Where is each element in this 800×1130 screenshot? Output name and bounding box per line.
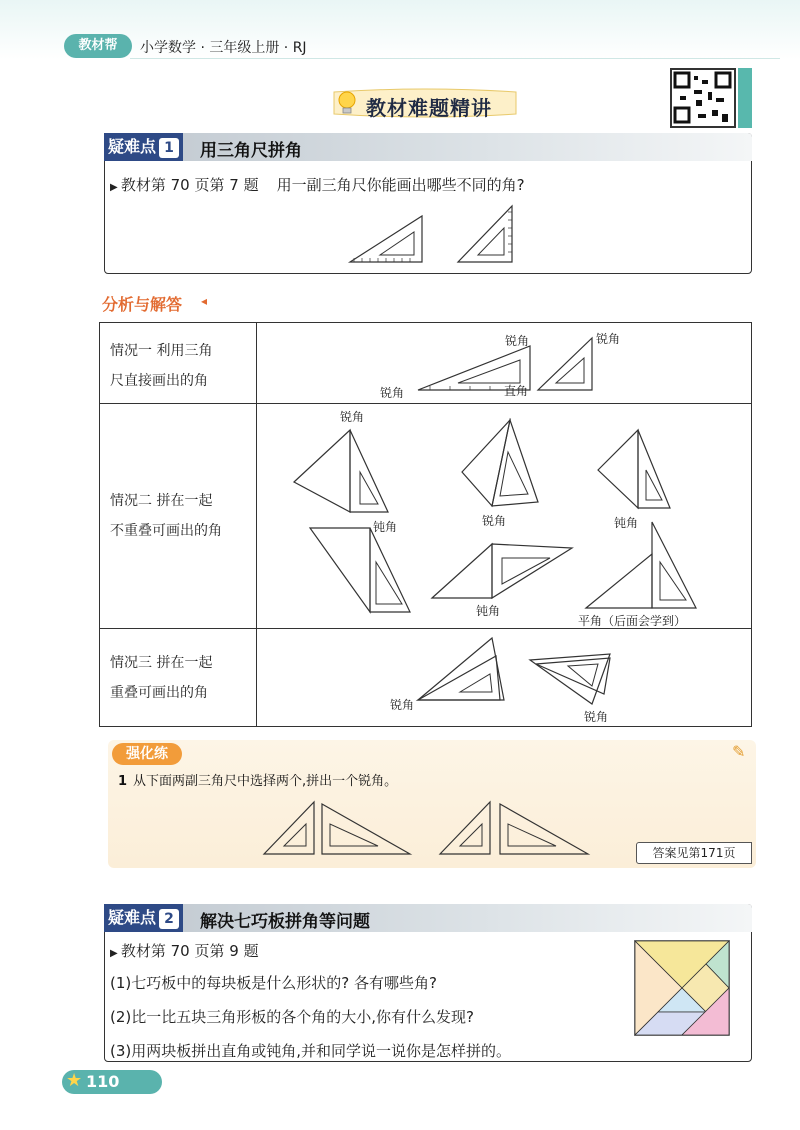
page-number: 110	[86, 1072, 120, 1091]
analysis-marker-icon: ◂	[201, 294, 208, 308]
tangram-figure	[634, 940, 730, 1036]
qr-side-strip	[738, 68, 752, 128]
header-divider	[130, 58, 780, 59]
combo-obtuse-c	[310, 528, 410, 612]
practice-question: 从下面两副三角尺中选择两个,拼出一个锐角。	[133, 774, 398, 789]
practice-set-squares-figure	[260, 796, 600, 860]
arrow-bullet-icon: ▶	[110, 948, 121, 959]
practice-question-line	[118, 770, 397, 789]
case-2-label-obtuse-c: 钝角	[476, 604, 501, 618]
case-2-label-acute-b: 锐角	[482, 514, 507, 528]
section-1-question-line	[110, 174, 525, 195]
arrow-bullet-icon: ▶	[110, 182, 121, 193]
combo-straight	[586, 522, 696, 608]
qr-code-icon[interactable]	[670, 68, 736, 128]
case-1-label	[110, 336, 250, 396]
case-1-line-1: 情况一 利用三角	[110, 343, 213, 359]
set-square-30-60	[350, 216, 422, 262]
case-1-label-acute-c: 锐角	[596, 332, 621, 346]
brand-badge: 教材帮	[64, 34, 132, 58]
case-3-line-1: 情况三 拼在一起	[110, 655, 213, 671]
case-1-label-right: 直角	[504, 384, 529, 398]
case-2-label-acute: 锐角	[340, 410, 365, 424]
case-3-label-acute-a: 锐角	[390, 698, 415, 712]
section-2-badge	[104, 904, 183, 932]
section-2-title: 解决七巧板拼角等问题	[200, 912, 370, 932]
case-3-label	[110, 648, 250, 708]
section-2-question-2: (2)比一比五块三角形板的各个角的大小,你有什么发现?	[110, 1008, 474, 1026]
section-2-badge-text: 疑难点	[108, 908, 157, 927]
set-square-45	[458, 206, 512, 262]
banner-title: 教材难题精讲	[366, 96, 492, 120]
section-2-source: 教材第 70 页第 9 题	[120, 942, 259, 960]
table-row-divider-1	[99, 403, 752, 404]
practice-number: 1	[118, 774, 128, 789]
section-1-badge-number: 1	[159, 138, 179, 158]
case-1-line-2: 尺直接画出的角	[110, 373, 208, 389]
combo-obtuse-b	[598, 430, 670, 508]
table-column-divider	[256, 322, 257, 727]
case-2-label-straight: 平角（后面会学到）	[578, 614, 687, 628]
case-2-label-obtuse-a: 钝角	[373, 520, 398, 534]
case-1-label-acute-a: 锐角	[505, 334, 530, 348]
case-2-label	[110, 486, 250, 546]
case-3-figure	[400, 634, 640, 710]
combo-obtuse-d	[432, 544, 572, 598]
case-3-line-2: 重叠可画出的角	[110, 685, 208, 701]
case-3-label-acute-b: 锐角	[584, 710, 609, 724]
section-2-badge-number: 2	[159, 909, 179, 929]
pencil-icon: ✎	[732, 742, 746, 761]
combo-acute	[294, 430, 388, 512]
section-1-source: 教材第 70 页第 7 题	[120, 176, 259, 194]
section-1-badge	[104, 133, 183, 161]
practice-tag: 强化练	[112, 743, 182, 765]
case-1-label-acute-b: 锐角	[380, 386, 405, 400]
combo-obtuse-a	[462, 420, 538, 506]
section-2-question-1: (1)七巧板中的每块板是什么形状的? 各有哪些角?	[110, 974, 437, 992]
section-1-question: 用一副三角尺你能画出哪些不同的角?	[276, 176, 525, 194]
case-2-line-2: 不重叠可画出的角	[110, 523, 222, 539]
section-2-source-line	[110, 940, 259, 961]
lightbulb-icon	[336, 90, 358, 116]
analysis-heading: 分析与解答	[102, 295, 183, 314]
section-2-question-3: (3)用两块板拼出直角或钝角,并和同学说一说你是怎样拼的。	[110, 1042, 512, 1060]
mascot-icon: ★	[66, 1070, 83, 1091]
section-1-title: 用三角尺拼角	[200, 141, 302, 161]
answer-reference: 答案见第171页	[636, 842, 752, 864]
book-title: 小学数学 · 三年级上册 · RJ	[140, 40, 307, 56]
section-1-badge-text: 疑难点	[108, 137, 157, 156]
case-2-label-obtuse-b: 钝角	[614, 516, 639, 530]
set-square-pair-figure	[340, 200, 530, 270]
case-2-line-1: 情况二 拼在一起	[110, 493, 213, 509]
